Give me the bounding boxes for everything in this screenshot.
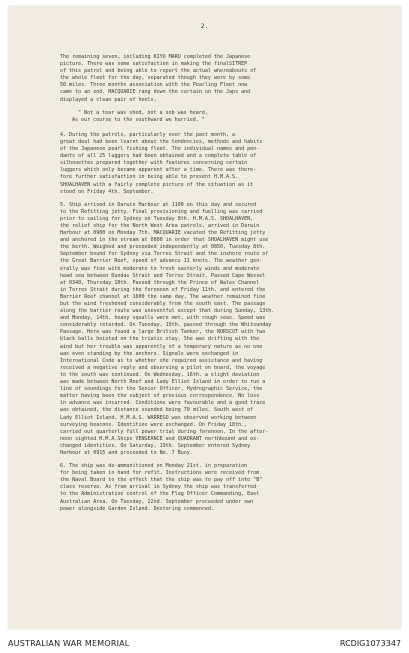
text-line: dants of all 25 luggers had been obtained and a complete table of <box>60 153 257 160</box>
archive-footer <box>0 631 409 653</box>
text-line: the Great Barrier Reef, speed of advance 11 knots. The weather gen- <box>60 258 263 265</box>
text-line: The remaining seven, including KIYO MARU completed the Japanese <box>60 54 251 60</box>
text-line: in advance was incurred. Conditions were favourable and a good trace <box>60 400 266 407</box>
text-line: head sea between Dundas Strait and Torres Strait. Passed Cape Wessel <box>60 272 266 279</box>
text-line: 6. The ship was de-ammunitioned on Monday 21st. in preparation <box>60 463 248 470</box>
text-line: the Naval Board to the effect that the ship was to pay off into "B" <box>60 477 263 484</box>
text-line: power alongside Garden Island. Destoring commenced. <box>60 505 214 512</box>
text-line: erally was fine with moderate to fresh easterly winds and moderate <box>60 265 260 272</box>
text-line: Passage. Here was found a large British Tanker, the NORSCOT with two <box>60 329 266 336</box>
text-line: to the Refitting jetty. Final provisioning and fuelling was carried <box>60 208 263 215</box>
text-line: wind but her trouble was apparently of a temporary nature as no one <box>60 343 263 350</box>
text-line: along the barrier route was uneventful except that during Sunday, 13th. <box>60 308 275 315</box>
text-line: received a negative reply and observing a pilot on board, the voyage <box>60 364 266 371</box>
text-line: for being taken in hand for refit. Instructions were received from <box>60 470 260 477</box>
text-line: Harbour at 0915 and proceeded to No. 7 Buoy. <box>60 449 193 456</box>
text-line: the berth. Weighed and proceeded independently at 0850, Tuesday 8th. <box>60 244 266 251</box>
text-line: of this patrol and being able to report the actual whereabouts of <box>60 68 257 75</box>
text-line: came to an end. MACQUARIE rang down the curtain on the Japs and <box>60 89 251 96</box>
text-line: 50 miles. Three months association with the Pearling Fleet now <box>60 82 248 89</box>
text-line: " Not a tear was shed, not a sob was heard, <box>78 109 208 116</box>
text-line: International Code as to whether she required assistance and having <box>60 357 263 364</box>
numbered-paragraph <box>60 463 364 513</box>
numbered-paragraph <box>60 202 364 457</box>
text-line: Australian Area. On Tuesday, 22nd. September proceeded under own <box>60 498 254 505</box>
text-line: line of soundings for the Senior Officer, Hydrographic Service, the <box>60 386 263 393</box>
text-line: to the south was continued. On Wednesday, 16th. a slight deviation <box>60 371 260 378</box>
text-line: and anchored in the stream at 0800 in order that SHOALHAVEN might use <box>60 237 269 244</box>
text-line: September bound for Sydney via Torres Strait and the inshore route of <box>60 251 269 258</box>
text-line: Barrier Reef channel at 1600 the same day. The weather remained fine <box>60 293 266 300</box>
text-line: matter having been the subject of previous correspondence. No loss <box>60 393 260 400</box>
text-line: to the Administrative control of the Flag Officer Commanding, East <box>60 491 260 498</box>
text-line: fore further satisfaction in being able to present H.M.A.S. <box>60 174 239 181</box>
text-line: As our course to the southward we hurried. " <box>72 116 205 123</box>
text-line: 4. During the patrols, particularly over the past month, a <box>60 131 236 138</box>
text-line: considerably retarded. On Tuesday, 15th. passed through the Whitsunday <box>60 322 272 329</box>
text-line: SHOALHAVEN with a fairly complete picture of the situation as it <box>60 181 254 188</box>
text-line: 5. Ship arrived in Darwin Harbour at 1100 on this day and secured <box>60 201 257 208</box>
numbered-paragraph <box>60 132 364 196</box>
text-line: changed identities. On Saturday, 19th. September entered Sydney <box>60 442 251 449</box>
text-line: stood on Friday 4th. September. <box>60 188 154 195</box>
text-line: Harbour at 0900 on Monday 7th. MACQUARIE vacated the Refitting jetty <box>60 230 266 237</box>
archive-name: AUSTRALIAN WAR MEMORIAL <box>8 639 130 648</box>
text-line: carried out quarterly full power trial during forenoon. In the after- <box>60 428 269 435</box>
verse-quote <box>60 110 364 124</box>
text-line: black balls hoisted on the triatic stay. She was drifting with the <box>60 336 260 343</box>
text-line: of the Japanese pearl fishing fleet. The individual names and pen- <box>60 146 260 153</box>
text-line: silhouettes prepared together with features concerning certain <box>60 160 248 167</box>
numbered-paragraphs <box>60 132 364 513</box>
text-line: surveying beacons. Identities were exchanged. On Friday 18th., <box>60 421 248 428</box>
text-line: noon sighted H.M.A.Ships VENGEANCE and QUADRANT northbound and ex- <box>60 435 260 442</box>
text-line: and Monday, 14th. heavy squalls were met, with rough seas. Speed was <box>60 315 266 322</box>
document-body <box>60 54 364 519</box>
text-line: was even standing by the anchors. Signals were exchanged in <box>60 350 239 357</box>
text-line: the relief ship for the North West Area patrols, arrived in Darwin <box>60 222 260 229</box>
document-page <box>8 6 401 629</box>
text-line: displayed a clean pair of heels. <box>60 96 157 103</box>
page-number: 2. <box>200 22 209 30</box>
text-line: was made between North Reef and Lady Elliot Island in order to run a <box>60 379 266 386</box>
text-line: luggers which only became apparent after a time. There was there- <box>60 167 257 174</box>
text-line: but the wind freshened considerably from the south east. The passage <box>60 301 266 307</box>
text-line: picture. There was some satisfaction in making the finalSITREP <box>60 61 248 68</box>
text-line: in Torres Strait during the forenoon of Friday 11th. and entered the <box>60 286 266 293</box>
text-line: class reserve. As from arrival in Sydney the ship was transferred <box>60 484 257 491</box>
text-line: prior to sailing for Sydney on Tuesday 8th. H.M.A.S. SHOALHAVEN, <box>60 215 254 222</box>
text-line: Lady Elliot Island, H.M.A.S. WARREGO was observed working between <box>60 414 257 421</box>
paragraph-intro <box>60 54 364 104</box>
record-id: RCDIG1073347 <box>339 639 401 648</box>
text-line: great deal had been learnt about the tendencies, methods and habits <box>60 138 263 145</box>
text-line: was obtained, the distance sounded being 70 miles. South west of <box>60 407 254 414</box>
text-line: at 0340, Thursday 10th. Passed through the Prince of Wales Channel <box>60 279 260 286</box>
text-line: the whole fleet for the day, separated though they were by some <box>60 75 251 82</box>
